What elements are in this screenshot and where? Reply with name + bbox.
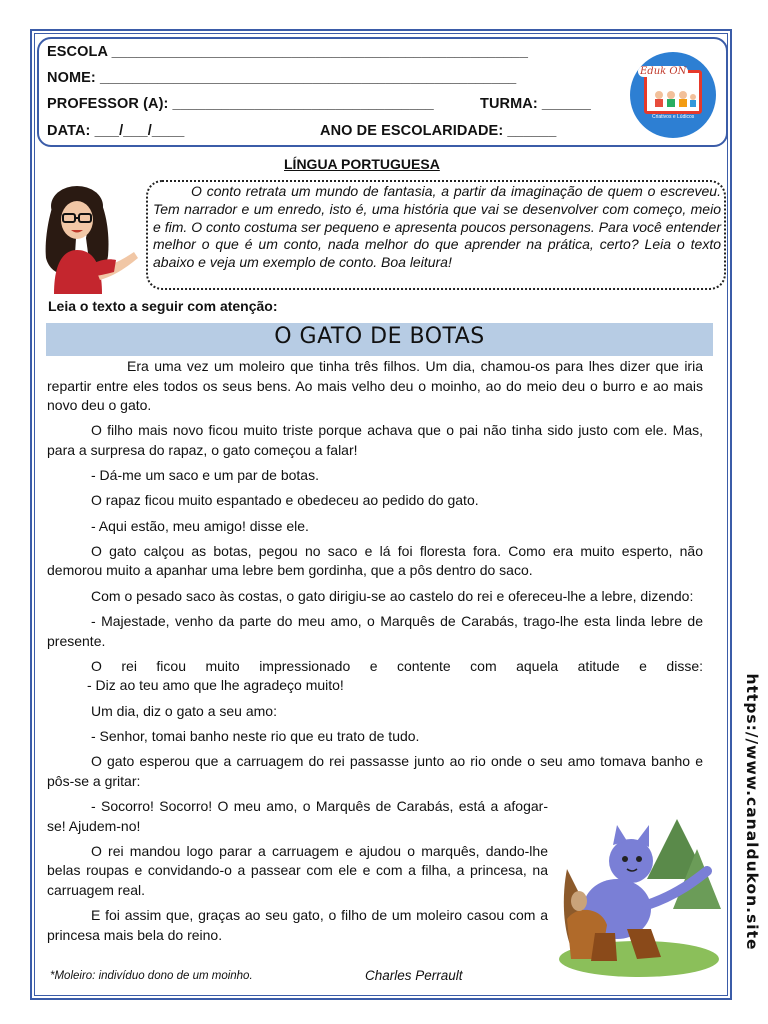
kids-icon (647, 73, 699, 111)
professor-line: PROFESSOR (A): ________________________________ (47, 96, 434, 112)
story-paragraph: - Majestade, venho da parte do meu amo, o Marquês de Carabás, trago-lhe esta linda lebre de presente. (47, 613, 703, 649)
turma-line: TURMA: ______ (480, 96, 591, 112)
story-paragraph: O rei mandou logo parar a carruagem e ajudou o marquês, dando-lhe belas roupas e convidando-o a passear com ele e com a filha, a princesa, na carruagem real. (47, 842, 548, 898)
footnote: *Moleiro: indivíduo dono de um moinho. (50, 970, 253, 982)
story-paragraph: Era uma vez um moleiro que tinha três filhos. Um dia, chamou-os para lhes dizer que iria repartir entre eles todos os seus bens. Ao mais velho deu o moinho, ao do meio deu o burro e ao mais novo deu o gato. (47, 358, 703, 413)
logo-text: Eduk ON (640, 66, 687, 77)
story-paragraph: - Diz ao teu amo que lhe agradeço muito! (87, 677, 344, 694)
intro-text: O conto retrata um mundo de fantasia, a partir da imaginação de quem o escreveu. Tem narrador e um enredo, isto é, uma história que vai se desenvolver com começo, meio e fim. O conto costuma ser pequeno e apresenta poucos personagens. Para você entender melhor o que é um conto, nada melhor do que aprender na prática, certo? Leia o texto abaixo e veja um exemplo de conto. Boa leitura! (153, 183, 721, 271)
data-line: DATA: ___/___/____ (47, 123, 185, 139)
side-website-url[interactable]: https://www.canaldukon.site (743, 673, 761, 951)
story-paragraph: - Dá-me um saco e um par de botas. (91, 467, 319, 484)
story-paragraph: E foi assim que, graças ao seu gato, o filho de um moleiro casou com a princesa mais bela do reino. (47, 907, 548, 943)
subject-title: LÍNGUA PORTUGUESA (284, 156, 440, 172)
story-paragraph: - Aqui estão, meu amigo! disse ele. (91, 517, 309, 534)
teacher-character-icon (36, 178, 146, 294)
edukon-logo (630, 52, 716, 138)
logo-subtitle: Criativos e Lúdicos (652, 114, 695, 120)
reading-instruction: Leia o texto a seguir com atenção: (48, 298, 278, 314)
story-paragraph: O gato calçou as botas, pegou no saco e lá foi floresta fora. Como era muito esperto, não demorou muito a apanhar uma lebre bem gordinha, que a pôs dentro do saco. (47, 542, 703, 579)
story-title: O GATO DE BOTAS (274, 324, 485, 349)
author-credit: Charles Perrault (365, 968, 463, 983)
escola-line: ESCOLA ___________________________________________________ (47, 44, 528, 60)
story-paragraph: Com o pesado saco às costas, o gato dirigiu-se ao castelo do rei e ofereceu-lhe a lebre, dizendo: (91, 587, 694, 604)
story-paragraph: - Socorro! Socorro! O meu amo, o Marquês de Carabás, está a afogar-se! Ajudem-no! (47, 798, 548, 834)
story-title-bar (46, 323, 713, 356)
story-paragraph: O gato esperou que a carruagem do rei passasse junto ao rio onde o seu amo tomava banho e pôs-se a gritar: (47, 753, 703, 789)
story-paragraph: - Senhor, tomai banho neste rio que eu trato de tudo. (91, 727, 420, 744)
ano-escolaridade-line: ANO DE ESCOLARIDADE: ______ (320, 123, 557, 139)
story-paragraph: O rapaz ficou muito espantado e obedeceu ao pedido do gato. (91, 492, 479, 509)
puss-in-boots-illustration (557, 809, 721, 979)
story-paragraph: Um dia, diz o gato a seu amo: (91, 702, 277, 719)
story-paragraph: O filho mais novo ficou muito triste porque achava que o pai não tinha sido justo com ele. Mas, para a surpresa do rapaz, o gato começou a falar! (47, 422, 703, 458)
nome-line: NOME: ___________________________________________________ (47, 70, 517, 86)
story-paragraph: O rei ficou muito impressionado e contente com aquela atitude e disse: (91, 657, 703, 674)
